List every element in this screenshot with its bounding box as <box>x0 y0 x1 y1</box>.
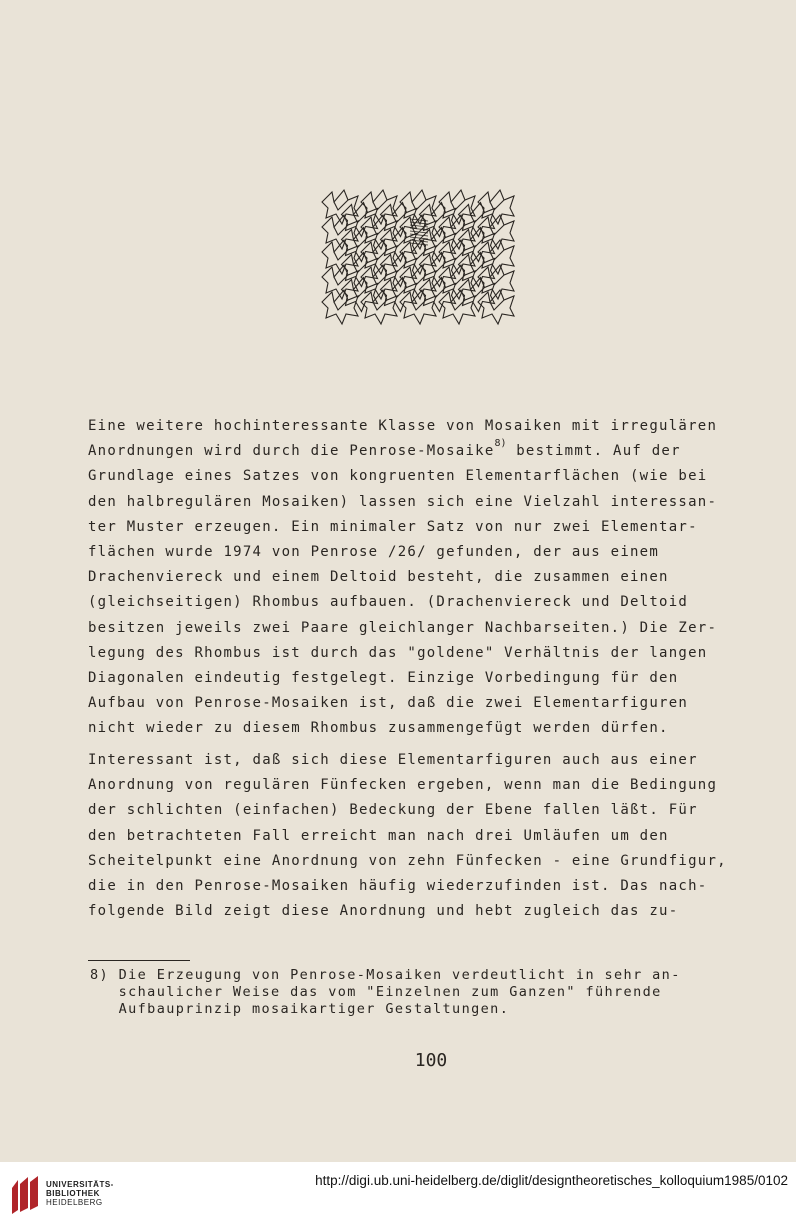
permalink-url[interactable]: http://digi.ub.uni-heidelberg.de/diglit/designtheoretisches_kolloquium1985/0102 <box>315 1173 788 1188</box>
mosaic-tile <box>342 203 378 237</box>
mosaic-tile <box>459 253 495 287</box>
mosaic-tile <box>478 265 514 299</box>
text-line: die in den Penrose-Mosaiken häufig wiederzufinden ist. Das nach- <box>88 878 708 895</box>
footnote-divider <box>88 960 190 961</box>
footnote <box>90 967 770 1019</box>
hatch-line <box>410 240 428 242</box>
mosaic-tile <box>322 215 358 249</box>
library-name-line: UNIVERSITÄTS- <box>46 1180 114 1189</box>
mosaic-tile <box>381 278 417 312</box>
mosaic-tile <box>439 290 475 324</box>
text-line: legung des Rhombus ist durch das "goldene" Verhältnis der langen <box>88 644 708 661</box>
text-line: besitzen jeweils zwei Paare gleichlanger Nachbarseiten.) Die Zer- <box>88 619 718 636</box>
mosaic-tile <box>381 253 417 287</box>
mosaic-tile <box>459 228 495 262</box>
page-number: 100 <box>414 1050 448 1071</box>
text-line: Anordnungen wird durch die Penrose-Mosaike <box>88 443 495 460</box>
mosaic-tile <box>478 290 514 324</box>
mosaic-tile <box>478 215 514 249</box>
library-logo-icon <box>8 1174 42 1218</box>
text-line: Aufbau von Penrose-Mosaiken ist, daß die zwei Elementarfiguren <box>88 695 689 712</box>
mosaic-tile <box>478 240 514 274</box>
mosaic-tile <box>381 228 417 262</box>
text-line: Scheitelpunkt eine Anordnung von zehn Fünfecken - eine Grundfigur, <box>88 852 727 869</box>
mosaic-tile <box>439 190 475 224</box>
text-line-tail: bestimmt. Auf der <box>506 443 681 460</box>
text-line: ter Muster erzeugen. Ein minimaler Satz von nur zwei Elementar- <box>88 518 698 535</box>
footnote-line: 8) Die Erzeugung von Penrose-Mosaiken verdeutlicht in sehr an- <box>90 967 681 983</box>
mosaic-tile <box>361 190 397 224</box>
mosaic-tile <box>478 190 514 224</box>
mosaic-tile <box>400 190 436 224</box>
mosaic-tile <box>322 265 358 299</box>
viewer-footer <box>0 1162 796 1225</box>
text-line: Grundlage eines Satzes von kongruenten Elementarflächen (wie bei <box>88 468 708 485</box>
mosaic-figure <box>262 116 574 392</box>
mosaic-tile <box>361 290 397 324</box>
text-line-with-footnote <box>88 439 768 464</box>
paragraph-penrose <box>88 414 768 742</box>
mosaic-tile <box>459 203 495 237</box>
mosaic-tile <box>459 278 495 312</box>
mosaic-tile <box>420 203 456 237</box>
mosaic-tile <box>420 253 456 287</box>
mosaic-tile <box>322 190 358 224</box>
text-line: den betrachteten Fall erreicht man nach drei Umläufen um den <box>88 827 669 844</box>
text-line: (gleichseitigen) Rhombus aufbauen. (Drachenviereck und Deltoid <box>88 594 689 611</box>
mosaic-tile <box>400 290 436 324</box>
mosaic-tile <box>342 253 378 287</box>
mosaic-tile <box>439 240 475 274</box>
mosaic-tile <box>322 240 358 274</box>
mosaic-tile <box>420 278 456 312</box>
mosaic-tile <box>439 265 475 299</box>
hatch-line <box>410 237 428 239</box>
text-line: Anordnung von regulären Fünfecken ergeben, wenn man die Bedingung <box>88 777 718 794</box>
mosaic-tile <box>439 215 475 249</box>
library-name <box>46 1180 114 1207</box>
text-line: Eine weitere hochinteressante Klasse von Mosaiken mit irregulären <box>88 418 718 434</box>
mosaic-tile <box>342 228 378 262</box>
text-line: Interessant ist, daß sich diese Elementarfiguren auch aus einer <box>88 752 698 768</box>
text-line: den halbregulären Mosaiken) lassen sich eine Vielzahl interessan- <box>88 493 718 510</box>
text-line: Drachenviereck und einem Deltoid besteht, die zusammen einen <box>88 569 669 586</box>
mosaic-tile <box>322 290 358 324</box>
text-line: folgende Bild zeigt diese Anordnung und hebt zugleich das zu- <box>88 903 679 920</box>
mosaic-tile <box>342 278 378 312</box>
footnote-reference: 8) <box>494 438 507 450</box>
footnote-line: Aufbauprinzip mosaikartiger Gestaltungen. <box>90 1001 510 1018</box>
paragraph-pentagons <box>88 748 768 924</box>
mosaic-tile <box>400 265 436 299</box>
library-name-line: BIBLIOTHEK <box>46 1189 100 1198</box>
mosaic-tile <box>361 265 397 299</box>
text-line: nicht wieder zu diesem Rhombus zusammengefügt werden dürfen. <box>88 720 669 737</box>
mosaic-tile <box>400 240 436 274</box>
text-line: Diagonalen eindeutig festgelegt. Einzige Vorbedingung für den <box>88 670 679 687</box>
text-line: der schlichten (einfachen) Bedeckung der Ebene fallen läßt. Für <box>88 802 698 819</box>
footnote-line: schaulicher Weise das vom "Einzelnen zum Ganzen" führende <box>90 984 662 1001</box>
library-name-line: HEIDELBERG <box>46 1198 103 1207</box>
mosaic-tile <box>361 215 397 249</box>
text-line: flächen wurde 1974 von Penrose /26/ gefunden, der aus einem <box>88 544 660 561</box>
mosaic-tile <box>361 240 397 274</box>
